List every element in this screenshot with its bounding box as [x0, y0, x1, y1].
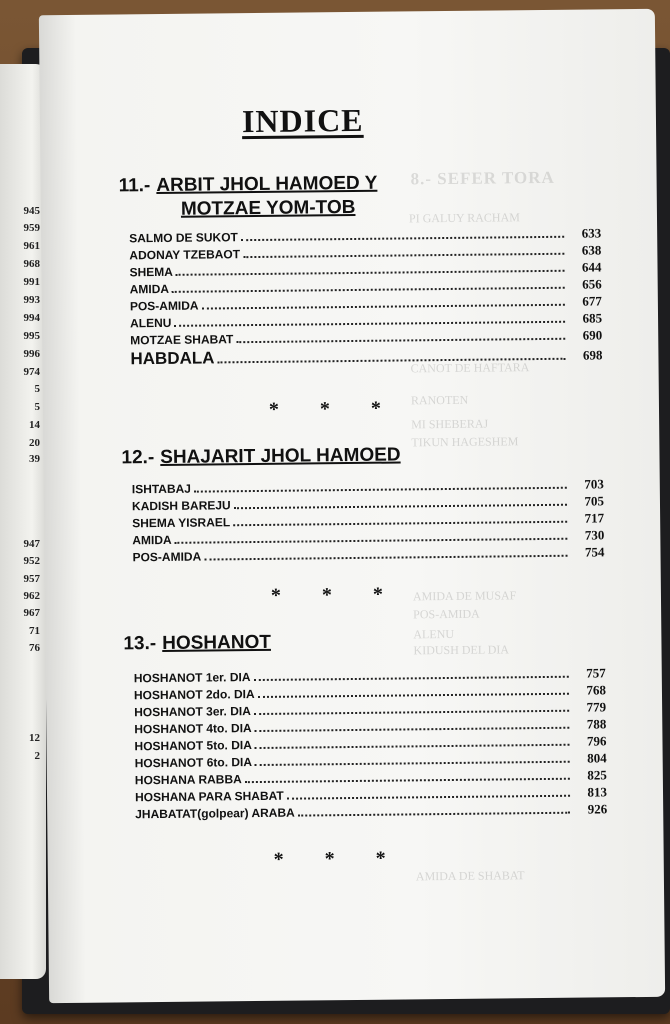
index-content: [39, 9, 665, 1003]
dot-leader: [298, 803, 571, 817]
index-entry: [130, 344, 602, 371]
facing-page-number: 76: [29, 642, 40, 654]
entry-label: HOSHANOT 1er. DIA: [133, 670, 251, 686]
dot-leader: [258, 684, 569, 698]
entry-page-number: 825: [587, 767, 607, 783]
entry-label: ADONAY TZEBAOT: [129, 247, 241, 263]
entry-label: SALMO DE SUKOT: [129, 230, 238, 246]
dot-leader: [194, 478, 567, 493]
facing-page-number: 967: [23, 607, 40, 619]
section-divider-stars: * * *: [273, 847, 404, 871]
dot-leader: [175, 529, 568, 544]
facing-page-number: 996: [23, 348, 40, 360]
facing-page-number: 968: [23, 258, 40, 270]
facing-page-number: 5: [34, 401, 40, 413]
facing-page-number: 974: [23, 366, 40, 378]
facing-page-number: 952: [23, 555, 40, 567]
section-number: 12.-: [121, 447, 155, 469]
dot-leader: [236, 329, 565, 343]
dot-leader: [172, 278, 565, 293]
section-12-entries: [132, 476, 605, 566]
entry-page-number: 703: [584, 476, 604, 492]
section-11-entries: [129, 225, 602, 371]
dot-leader: [204, 546, 567, 561]
entry-page-number: 638: [581, 242, 602, 258]
entry-label: POS-AMIDA: [129, 298, 199, 314]
entry-page-number: 685: [582, 310, 603, 326]
entry-page-number: 768: [586, 682, 607, 698]
entry-label: HABDALA: [130, 348, 215, 369]
entry-label: AMIDA: [129, 281, 170, 297]
entry-label: ISHTABAJ: [131, 481, 192, 497]
entry-page-number: 644: [581, 259, 602, 275]
dot-leader: [253, 667, 568, 681]
facing-page-number: 20: [29, 437, 40, 449]
entry-page-number: 656: [582, 276, 602, 292]
dot-leader: [241, 227, 564, 241]
entry-page-number: 698: [582, 347, 603, 363]
facing-page-number: 2: [34, 750, 40, 762]
dot-leader: [245, 769, 570, 783]
dot-leader: [243, 244, 564, 258]
ghost-line: KIDUSH DEL DIA: [413, 642, 510, 658]
dot-leader: [254, 701, 569, 715]
facing-page-number: 71: [29, 625, 40, 637]
dot-leader: [176, 261, 565, 276]
entry-label: JHABATAT(golpear) ARABA: [135, 805, 295, 822]
ghost-line: POS-AMIDA: [413, 606, 480, 622]
section-title: ARBIT JHOL HAMOED Y: [156, 172, 378, 197]
dot-leader: [255, 752, 570, 766]
entry-label: HOSHANOT 3er. DIA: [134, 704, 251, 720]
section-title: SHAJARIT JHOL HAMOED: [160, 444, 401, 469]
ghost-line: PI GALUY RACHAM: [408, 210, 520, 226]
entry-label: KADISH BAREJU: [131, 498, 231, 514]
facing-page-number: 5: [34, 383, 40, 395]
section-title: HOSHANOT: [162, 631, 272, 654]
entry-page-number: 779: [586, 699, 607, 715]
dot-leader: [255, 735, 570, 749]
facing-page-number: 991: [23, 276, 40, 288]
section-number: 13.-: [123, 633, 157, 655]
page-title: INDICE: [241, 101, 364, 140]
entry-page-number: 730: [584, 527, 605, 543]
entry-label: AMIDA: [132, 532, 172, 548]
section-title-line2: MOTZAE YOM-TOB: [180, 196, 356, 220]
entry-page-number: 757: [586, 665, 606, 681]
index-entry: [132, 544, 604, 566]
ghost-line: MI SHEBERAJ: [411, 416, 489, 432]
entry-label: ALENU: [130, 315, 172, 331]
entry-page-number: 677: [582, 293, 602, 309]
entry-page-number: 705: [584, 493, 605, 509]
dot-leader: [174, 312, 565, 327]
entry-page-number: 813: [587, 784, 608, 800]
dot-leader: [287, 786, 570, 800]
entry-page-number: 754: [584, 544, 605, 560]
dot-leader: [233, 512, 567, 526]
section-13-entries: [134, 665, 608, 823]
facing-page-number: 12: [29, 732, 40, 744]
index-entry: [135, 801, 607, 823]
left-page: [0, 64, 46, 979]
facing-page-number: 957: [23, 573, 40, 585]
entry-label: HOSHANA PARA SHABAT: [134, 788, 284, 805]
entry-label: SHEMA YISRAEL: [132, 515, 231, 531]
entry-label: POS-AMIDA: [132, 549, 202, 565]
ghost-title: 8.- SEFER TORA: [410, 167, 555, 189]
entry-label: SHEMA: [129, 264, 173, 280]
facing-page-number: 994: [23, 312, 40, 324]
facing-page-number: 961: [23, 240, 40, 252]
facing-page-number: 995: [23, 330, 40, 342]
section-heading-12: [121, 443, 400, 470]
facing-page-number: 945: [23, 205, 40, 217]
section-divider-stars: * * *: [270, 583, 402, 607]
dot-leader: [234, 495, 567, 509]
ghost-line: RANOTEN: [410, 392, 469, 408]
entry-label: HOSHANOT 5to. DIA: [134, 738, 252, 754]
ghost-line: AMIDA DE SHABAT: [415, 868, 525, 884]
entry-page-number: 690: [582, 327, 603, 343]
index-page: [39, 9, 665, 1003]
section-heading-13: [123, 631, 271, 657]
section-heading-11: [119, 172, 378, 223]
entry-label: HOSHANOT 6to. DIA: [134, 755, 253, 771]
ghost-line: TIKUN HAGESHEM: [411, 434, 519, 450]
section-divider-stars: * * *: [268, 397, 400, 421]
ghost-line: AMIDA DE MUSAF: [412, 588, 517, 604]
facing-page-number: 962: [23, 590, 40, 602]
facing-page-number: 959: [23, 222, 40, 234]
entry-page-number: 788: [586, 716, 607, 732]
ghost-line: CANOT DE HAFTARA: [410, 360, 530, 376]
entry-page-number: 717: [584, 510, 605, 526]
entry-label: HOSHANA RABBA: [134, 772, 242, 788]
facing-page-number: 39: [29, 453, 40, 465]
entry-page-number: 633: [581, 225, 602, 241]
facing-page-number: 14: [29, 419, 40, 431]
entry-label: MOTZAE SHABAT: [130, 332, 234, 348]
entry-page-number: 796: [586, 733, 607, 749]
dot-leader: [201, 295, 564, 310]
entry-label: HOSHANOT 2do. DIA: [133, 687, 255, 703]
dot-leader: [217, 349, 565, 364]
facing-page-number: 947: [23, 538, 40, 550]
entry-page-number: 926: [587, 801, 608, 817]
section-number: 11.-: [118, 175, 151, 197]
facing-page-number: 993: [23, 294, 40, 306]
dot-leader: [255, 718, 570, 732]
entry-label: HOSHANOT 4to. DIA: [134, 721, 252, 737]
entry-page-number: 804: [587, 750, 607, 766]
ghost-line: ALENU: [413, 626, 455, 642]
